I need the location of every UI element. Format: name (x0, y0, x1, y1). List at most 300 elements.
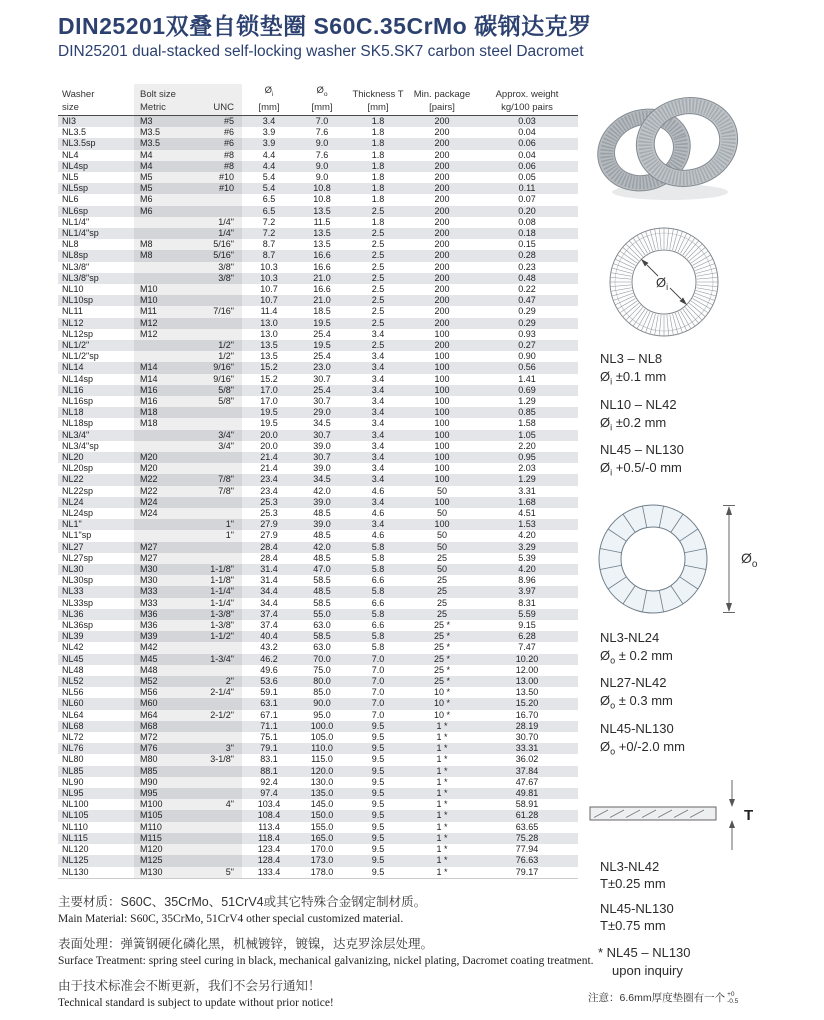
table-cell: 0.56 (518, 362, 536, 373)
table-cell: 7.2 (262, 216, 276, 227)
tolerance-value: $Ø_o +0/-2.0$ mm (600, 738, 685, 757)
table-cell: NL10sp (62, 295, 94, 306)
table-cell: 115.0 (311, 754, 333, 765)
table-cell: 49.81 (515, 788, 539, 799)
table-cell: 200 (434, 250, 450, 261)
table-cell: NL3.5 (62, 127, 87, 138)
table-cell: 2.5 (371, 339, 385, 350)
table-cell (134, 340, 190, 351)
note-text: 注意：6.6mm厚度垫圈有一个 (588, 991, 726, 1004)
table-cell: 1.8 (371, 127, 385, 138)
table-cell: 2.03 (518, 463, 536, 474)
table-cell: NL105 (62, 810, 89, 821)
table-cell: M16 (134, 396, 190, 407)
table-cell: 11.5 (313, 216, 331, 227)
table-cell: 8.7 (262, 250, 276, 261)
table-cell (190, 452, 242, 463)
tolerance-entry (600, 858, 824, 892)
table-cell: 1.29 (518, 395, 536, 406)
table-cell: 3" (190, 743, 242, 754)
surface-note (58, 936, 598, 969)
material-note-en: Main Material: S60C, 35CrMo, 51CrV4 other special customized material. (58, 913, 404, 925)
table-cell: 97.4 (260, 788, 278, 799)
table-cell: 10 * (433, 709, 450, 720)
table-cell: 34.5 (313, 474, 331, 485)
table-cell: 5.59 (518, 608, 536, 619)
table-cell: 1 * (436, 732, 448, 743)
table-cell: 13.0 (260, 328, 278, 339)
table-cell: 15.2 (260, 362, 278, 373)
table-cell: 20.0 (260, 440, 278, 451)
table-cell: 7.0 (315, 115, 329, 126)
inner-dia-label: $Ø_i$ (656, 275, 669, 292)
table-cell: 10.7 (260, 295, 278, 306)
table-cell: 0.06 (518, 138, 536, 149)
table-cell: 25.3 (260, 508, 278, 518)
table-cell: 9.5 (371, 810, 385, 821)
dia-subscript: o (323, 90, 328, 98)
table-cell: 5/16" (190, 239, 242, 250)
table-cell: 75.28 (515, 832, 539, 843)
table-cell: 200 (434, 339, 450, 350)
table-cell: M3.5 (134, 138, 190, 149)
page-title: DIN25201双叠自锁垫圈 S60C.35CrMo 碳钢达克罗 (58, 13, 592, 39)
inner-tolerance-block (600, 350, 824, 483)
table-cell: 1-3/8" (190, 609, 242, 620)
right-column (588, 86, 824, 1005)
table-cell: 2-1/2" (190, 710, 242, 721)
table-cell: NL56 (62, 687, 84, 698)
table-row (58, 710, 578, 721)
table-cell: 5.8 (371, 642, 385, 653)
table-cell: 34.5 (313, 418, 331, 429)
table-cell: M110 (134, 822, 190, 833)
table-cell: 200 (434, 295, 450, 306)
table-cell: M3 (134, 115, 190, 127)
table-cell: 178.0 (310, 866, 334, 877)
table-row (58, 833, 578, 844)
table-cell: M30 (134, 575, 190, 586)
table-cell: 9.15 (518, 620, 536, 631)
table-cell: NL120 (62, 844, 89, 855)
table-row (58, 161, 578, 172)
table-cell: NL45 (62, 653, 84, 664)
table-cell: 30.7 (313, 429, 331, 440)
table-cell: 1 * (436, 866, 448, 877)
table-cell: M18 (134, 407, 190, 418)
table-row (58, 497, 578, 508)
table-cell: 0.93 (518, 328, 536, 339)
tolerance-range: NL10 – NL42 (600, 396, 677, 412)
page-subtitle: DIN25201 dual-stacked self-locking washer SK5.SK7 carbon steel Dacromet (58, 42, 584, 60)
table-cell (190, 284, 242, 295)
header-thickness-unit: [mm] (348, 101, 408, 116)
table-cell: 3.4 (371, 463, 385, 474)
table-cell: 1.8 (371, 149, 385, 160)
table-cell: 49.6 (260, 664, 278, 675)
table-cell: 100 (434, 395, 450, 406)
table-cell: 1.58 (518, 418, 536, 429)
table-cell: 155.0 (310, 821, 334, 832)
header-outer-dia-unit: [mm] (296, 101, 348, 116)
table-cell: 5.8 (371, 541, 385, 552)
table-cell: 9.5 (371, 821, 385, 832)
table-cell: 3/4" (190, 441, 242, 452)
table-cell (190, 822, 242, 833)
table-cell: 13.50 (515, 687, 539, 698)
table-cell: 42.0 (313, 541, 331, 552)
table-cell (134, 430, 190, 441)
table-cell: 25 * (433, 676, 450, 687)
table-cell (134, 217, 190, 228)
table-cell (190, 766, 242, 777)
table-cell: NL14 (62, 362, 84, 373)
table-cell: 48.5 (313, 508, 331, 518)
thickness-label: T (744, 806, 754, 824)
table-cell (190, 318, 242, 329)
table-cell: 1 * (436, 765, 448, 776)
table-cell: NL76 (62, 743, 84, 754)
table-cell: 37.4 (260, 620, 278, 631)
table-cell (190, 206, 242, 217)
header-washer-size-2: size (58, 101, 134, 116)
table-row (58, 732, 578, 743)
table-cell: 110.0 (311, 743, 333, 754)
table-cell: 5.8 (371, 552, 385, 563)
table-cell: 28.19 (515, 720, 539, 731)
tolerance-range: NL45-NL130 (600, 900, 674, 916)
tolerance-entry (600, 629, 824, 671)
table-row (58, 844, 578, 855)
table-cell: NL3/4"sp (62, 440, 99, 451)
table-cell: NL22sp (62, 485, 94, 496)
table-cell: M11 (134, 306, 190, 317)
table-cell: 31.4 (260, 564, 278, 575)
table-cell: 50 (436, 541, 447, 552)
table-cell: M18 (134, 418, 190, 429)
table-cell: 200 (434, 149, 450, 160)
table-cell: 3.4 (371, 373, 385, 384)
table-cell (190, 497, 242, 508)
table-cell (190, 833, 242, 844)
table-cell: 20.0 (260, 429, 278, 440)
table-row (58, 687, 578, 698)
table-cell: 2.20 (518, 440, 536, 451)
table-cell: 3.4 (371, 418, 385, 429)
table-cell: 118.4 (258, 832, 280, 843)
table-cell: 50 (436, 508, 447, 518)
table-cell: 40.4 (260, 631, 278, 642)
table-cell: 1/2" (190, 340, 242, 351)
table-cell: 1.29 (518, 474, 536, 485)
table-cell: M68 (134, 721, 190, 732)
table-cell: NL10 (62, 283, 84, 294)
table-cell: 17.0 (260, 384, 278, 395)
table-row (58, 329, 578, 340)
tolerance-entry (600, 720, 824, 762)
tolerance-entry (600, 396, 824, 438)
table-cell: M6 (134, 206, 190, 217)
table-cell: #8 (190, 161, 242, 172)
table-row (58, 115, 578, 127)
table-cell: NL72 (62, 732, 84, 743)
table-cell: 39.0 (313, 440, 331, 451)
table-cell (190, 553, 242, 564)
table-cell: M95 (134, 788, 190, 799)
table-cell: 5/8" (190, 396, 242, 407)
table-cell: 100.0 (310, 720, 334, 731)
table-cell: 25.3 (260, 496, 278, 507)
dia-symbol: Ø (316, 85, 324, 96)
table-cell: 173.0 (310, 855, 334, 866)
thickness-diagram (588, 776, 768, 854)
table-cell: M76 (134, 743, 190, 754)
table-cell: 0.85 (518, 407, 536, 418)
table-cell: #8 (190, 150, 242, 161)
table-cell: 50 (436, 564, 447, 575)
table-cell: 3.4 (371, 440, 385, 451)
table-cell: 1 * (436, 754, 448, 765)
table-cell: 9.0 (315, 160, 329, 171)
table-cell: 0.29 (518, 306, 536, 317)
table-cell: NL16sp (62, 395, 94, 406)
table-cell: 9.5 (371, 799, 385, 810)
table-row (58, 766, 578, 777)
table-cell: 0.07 (518, 194, 536, 205)
table-cell: 145.0 (310, 799, 334, 810)
table-cell: M90 (134, 777, 190, 788)
tolerance-value: $Ø_i \pm 0.2$ mm (600, 414, 667, 433)
table-cell: 30.7 (313, 395, 331, 406)
table-cell: 37.84 (515, 765, 539, 776)
table-cell: 9.5 (371, 754, 385, 765)
table-cell: 92.4 (260, 776, 278, 787)
table-cell: 0.04 (518, 127, 536, 138)
table-cell: 71.1 (260, 720, 278, 731)
table-cell: 10.3 (260, 272, 278, 283)
table-cell: M24 (134, 508, 190, 519)
table-row (58, 351, 578, 362)
table-cell: 0.48 (518, 272, 536, 283)
table-row (58, 194, 578, 205)
table-cell: 79.17 (515, 866, 539, 877)
table-cell: 19.5 (260, 407, 278, 418)
table-cell: NL20 (62, 451, 84, 462)
table-cell: NL14sp (62, 373, 94, 384)
tolerance-range: NL3-NL24 (600, 629, 660, 645)
table-cell: NL100 (62, 799, 89, 810)
table-row (58, 239, 578, 250)
table-row (58, 698, 578, 709)
table-cell: 18.5 (313, 306, 331, 317)
table-cell (190, 788, 242, 799)
table-row (58, 575, 578, 586)
table-cell: 150.0 (310, 810, 334, 821)
table-cell: M22 (134, 474, 190, 485)
table-cell: 46.2 (260, 653, 278, 664)
table-cell: 1" (190, 530, 242, 541)
table-cell: M27 (134, 542, 190, 553)
table-cell: 13.5 (313, 239, 331, 250)
table-cell: 100 (434, 440, 450, 451)
table-cell (190, 194, 242, 205)
table-cell: 19.5 (260, 418, 278, 429)
table-cell: 10.20 (515, 653, 539, 664)
table-row (58, 127, 578, 138)
header-row-2 (58, 101, 578, 116)
table-cell: NI3 (62, 115, 77, 126)
table-cell: M120 (134, 844, 190, 855)
table-cell: 0.06 (518, 160, 536, 171)
table-cell: NL60 (62, 698, 84, 709)
table-row (58, 374, 578, 385)
table-row (58, 553, 578, 564)
table-cell: 17.0 (260, 395, 278, 406)
table-cell: 7.0 (371, 698, 385, 709)
table-cell: M100 (134, 799, 190, 810)
table-cell: NL8 (62, 239, 79, 250)
table-cell (190, 508, 242, 519)
table-cell: M22 (134, 486, 190, 497)
table-cell: 3.29 (518, 541, 536, 552)
table-cell: M115 (134, 833, 190, 844)
table-cell: 25 * (433, 620, 450, 631)
stacked-tolerance: +0 -0.5 (727, 990, 739, 1005)
table-cell: 1-1/4" (190, 586, 242, 597)
table-cell: 7.47 (518, 642, 536, 653)
table-cell: M20 (134, 463, 190, 474)
header-min-package: Min. package (413, 88, 471, 100)
table-cell: NL5 (62, 171, 79, 182)
table-cell: 1-1/8" (190, 575, 242, 586)
table-row (58, 284, 578, 295)
table-cell: 0.29 (518, 317, 536, 328)
table-cell: 7.6 (315, 127, 329, 138)
footnotes (58, 894, 598, 1020)
table-cell: NL80 (62, 754, 84, 765)
table-cell: 1.41 (518, 373, 536, 384)
tolerance-value: $Ø_o \pm 0.2$ mm (600, 647, 673, 666)
table-cell: 5.4 (262, 171, 276, 182)
table-cell: 85.0 (313, 687, 331, 698)
table-cell: NL27sp (62, 552, 94, 563)
table-cell: NL85 (62, 765, 84, 776)
table-row (58, 642, 578, 653)
tolerance-entry (600, 441, 824, 483)
table-cell: 1 * (436, 720, 448, 731)
table-cell: 130.0 (310, 776, 334, 787)
table-cell: 80.0 (313, 676, 331, 687)
table-cell: 47.67 (515, 776, 539, 787)
table-cell: NL110 (62, 821, 88, 832)
tolerance-value: T±0.75 mm (600, 917, 666, 933)
table-cell: 5" (190, 867, 242, 879)
table-cell: 1 * (436, 844, 448, 855)
table-cell: M85 (134, 766, 190, 777)
table-cell: 63.65 (515, 821, 539, 832)
table-cell: 77.94 (515, 844, 539, 855)
table-cell: M24 (134, 497, 190, 508)
table-cell: 5.8 (371, 564, 385, 575)
table-cell: 1-3/8" (190, 620, 242, 631)
table-cell: 9.5 (371, 788, 385, 799)
table-cell: 67.1 (260, 709, 278, 720)
table-cell: NL3/8"sp (62, 272, 99, 283)
table-cell: NL8sp (62, 250, 89, 261)
table-cell: 200 (434, 272, 450, 283)
table-cell (190, 642, 242, 653)
table-cell: 9.5 (371, 855, 385, 866)
table-cell: 25.4 (313, 328, 331, 339)
table-cell: 2.5 (371, 283, 385, 294)
spec-table-wrap (58, 84, 578, 879)
table-cell: 3.4 (371, 395, 385, 406)
dia-symbol: Ø (264, 85, 272, 96)
table-cell: NL115 (62, 832, 88, 843)
material-note-zh: 主要材质：S60C、35CrMo、51CrV4或其它特殊合金钢定制材质。 (58, 895, 427, 909)
table-cell: NL6 (62, 194, 79, 205)
table-cell: M16 (134, 385, 190, 396)
table-cell: 100 (434, 519, 450, 530)
table-row (58, 452, 578, 463)
table-row (58, 754, 578, 765)
table-cell: 9.5 (371, 720, 385, 731)
table-cell: 0.05 (518, 171, 536, 182)
table-cell (134, 262, 190, 273)
table-cell: 170.0 (310, 844, 334, 855)
table-cell: NL18sp (62, 418, 94, 429)
table-cell: NL6sp (62, 205, 89, 216)
table-cell: 3.4 (371, 407, 385, 418)
table-cell: 1.8 (371, 183, 385, 194)
table-cell: M42 (134, 642, 190, 653)
table-body (58, 115, 578, 878)
outer-tolerance-block (600, 629, 824, 762)
table-cell: 39.0 (313, 519, 331, 530)
table-cell: 3.31 (518, 485, 536, 496)
table-row (58, 228, 578, 239)
table-cell: NL95 (62, 788, 84, 799)
table-cell: M33 (134, 586, 190, 597)
table-cell: 10.3 (260, 261, 278, 272)
table-cell: NL3/8" (62, 261, 90, 272)
table-cell: 10.8 (313, 183, 331, 194)
table-cell: M27 (134, 553, 190, 564)
header-metric: Metric (134, 101, 190, 116)
table-cell: 55.0 (313, 608, 331, 619)
table-cell: 2.5 (371, 261, 385, 272)
dia-subscript: i (271, 90, 274, 98)
update-note-en: Technical standard is subject to update without prior notice! (58, 997, 334, 1009)
table-cell: 8.7 (262, 239, 276, 250)
table-cell: 1" (190, 519, 242, 530)
table-cell (190, 698, 242, 709)
arrowhead (729, 799, 735, 807)
table-cell: 4.6 (371, 485, 385, 496)
table-cell: 113.4 (258, 821, 280, 832)
table-cell: 1 * (436, 799, 448, 810)
table-cell: 2-1/4" (190, 687, 242, 698)
table-cell: NL12 (62, 317, 84, 328)
table-cell: 25 * (433, 631, 450, 642)
inquiry-text: upon inquiry (612, 962, 683, 978)
table-cell: 10 * (433, 698, 450, 709)
table-cell: 10.8 (313, 194, 331, 205)
table-cell: M60 (134, 698, 190, 709)
table-cell: M64 (134, 710, 190, 721)
table-cell: 95.0 (313, 709, 331, 720)
table-cell (134, 530, 190, 541)
